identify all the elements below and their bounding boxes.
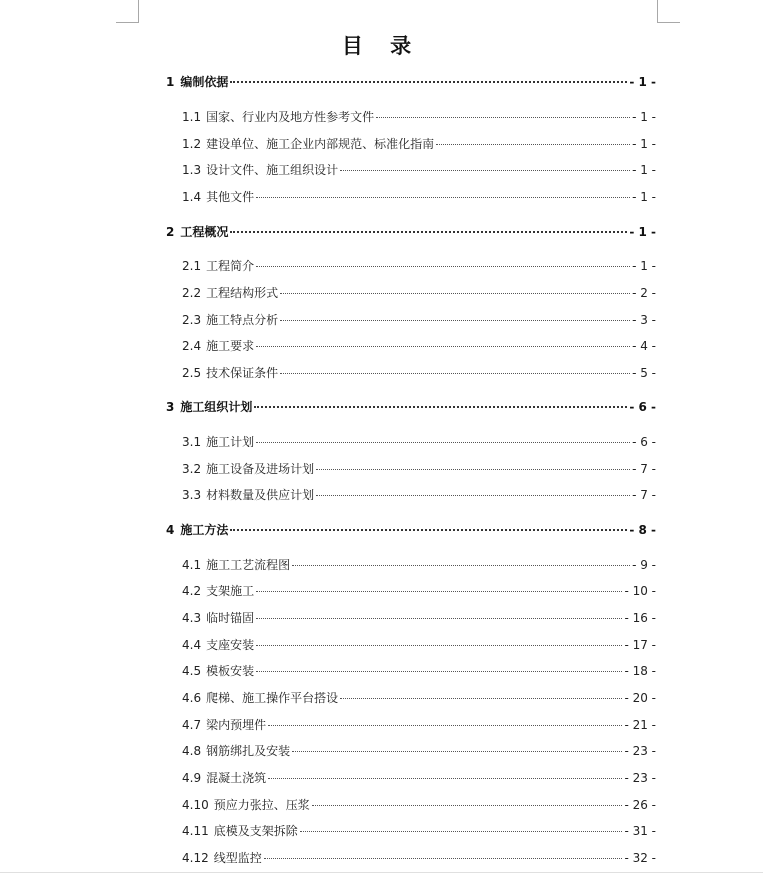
toc-entry-page-number: - 1 - [632,137,656,151]
toc-subsection-entry[interactable] [182,797,656,813]
toc-entry-page-number: - 18 - [624,664,656,678]
toc-dot-leader [256,671,622,672]
toc-entry-label: 技术保证条件 [206,366,279,380]
toc-entry-number: 3.1 [182,435,202,449]
toc-section-entry[interactable] [166,399,656,415]
toc-entry-number: 1.1 [182,110,202,124]
toc-title: 目 录 [341,34,422,58]
toc-dot-leader [268,778,622,779]
toc-dot-leader [230,81,627,83]
toc-dot-leader [280,293,630,294]
toc-entry-page-number: - 1 - [632,259,656,273]
toc-dot-leader [256,442,630,443]
toc-subsection-entry[interactable] [182,109,656,125]
toc-entry-label: 钢筋绑扎及安装 [206,744,291,758]
toc-entry-page-number: - 1 - [632,163,656,177]
toc-subsection-entry[interactable] [182,461,656,477]
toc-dot-leader [254,406,627,408]
toc-dot-leader [300,831,623,832]
toc-entry-label: 线型监控 [213,851,262,865]
toc-entry-page-number: - 26 - [624,798,656,812]
toc-entry-label: 施工组织计划 [180,400,253,414]
toc-entry-number: 3.3 [182,488,202,502]
toc-entry-page-number: - 17 - [624,638,656,652]
toc-entry-label: 施工计划 [206,435,255,449]
toc-entry-label: 模板安装 [206,664,255,678]
toc-entry-page-number: - 3 - [632,313,656,327]
toc-dot-leader [280,373,630,374]
toc-section-entry[interactable] [166,522,656,538]
toc-entry-number: 1.3 [182,163,202,177]
toc-subsection-entry[interactable] [182,285,656,301]
toc-subsection-entry[interactable] [182,850,656,866]
toc-dot-leader [230,529,627,531]
toc-entry-page-number: - 1 - [632,110,656,124]
toc-entry-number: 4.12 [182,851,209,865]
toc-entry-number: 4.8 [182,744,202,758]
toc-entry-label: 工程概况 [180,225,229,239]
toc-entry-label: 底模及支架拆除 [213,824,298,838]
toc-subsection-entry[interactable] [182,365,656,381]
toc-entry-number: 4.1 [182,558,202,572]
toc-entry-label: 材料数量及供应计划 [206,488,315,502]
toc-entry-number: 4.3 [182,611,202,625]
toc-entry-number: 4.2 [182,584,202,598]
toc-subsection-entry[interactable] [182,258,656,274]
toc-dot-leader [256,591,622,592]
toc-entry-page-number: - 16 - [624,611,656,625]
toc-entry-number: 4.5 [182,664,202,678]
toc-entry-number: 3 [166,400,175,414]
toc-entry-page-number: - 21 - [624,718,656,732]
toc-entry-label: 支架施工 [206,584,255,598]
toc-subsection-entry[interactable] [182,583,656,599]
toc-entry-page-number: - 32 - [624,851,656,865]
toc-entry-label: 支座安装 [206,638,255,652]
toc-dot-leader [316,469,630,470]
toc-subsection-entry[interactable] [182,823,656,839]
toc-section-entry[interactable] [166,224,656,240]
toc-entry-number: 2.5 [182,366,202,380]
toc-dot-leader [316,495,630,496]
toc-dot-leader [376,117,630,118]
toc-entry-page-number: - 7 - [632,488,656,502]
toc-dot-leader [340,698,622,699]
toc-subsection-entry[interactable] [182,743,656,759]
toc-entry-number: 2 [166,225,175,239]
toc-entry-number: 4.6 [182,691,202,705]
toc-entry-number: 2.1 [182,259,202,273]
toc-entry-label: 工程结构形式 [206,286,279,300]
toc-entry-page-number: - 9 - [632,558,656,572]
toc-entry-label: 设计文件、施工组织设计 [206,163,339,177]
toc-entry-page-number: - 31 - [624,824,656,838]
toc-dot-leader [312,805,623,806]
toc-subsection-entry[interactable] [182,717,656,733]
toc-entry-number: 2.4 [182,339,202,353]
toc-entry-page-number: - 23 - [624,771,656,785]
toc-entry-label: 国家、行业内及地方性参考文件 [206,110,375,124]
toc-entry-page-number: - 4 - [632,339,656,353]
toc-entry-label: 编制依据 [180,75,229,89]
toc-entry-number: 4.7 [182,718,202,732]
toc-entry-page-number: - 1 - [632,190,656,204]
toc-entry-label: 施工要求 [206,339,255,353]
toc-subsection-entry[interactable] [182,312,656,328]
toc-entry-label: 其他文件 [206,190,255,204]
toc-entry-number: 4.11 [182,824,209,838]
toc-dot-leader [256,618,622,619]
toc-section-entry[interactable] [166,74,656,90]
toc-entry-page-number: - 1 - [629,225,656,239]
toc-dot-leader [256,266,630,267]
toc-subsection-entry[interactable] [182,557,656,573]
toc-entry-label: 施工特点分析 [206,313,279,327]
toc-dot-leader [268,725,622,726]
toc-entry-page-number: - 7 - [632,462,656,476]
toc-dot-leader [340,170,630,171]
toc-dot-leader [256,346,630,347]
toc-entry-label: 施工设备及进场计划 [206,462,315,476]
toc-dot-leader [292,565,630,566]
toc-entry-page-number: - 6 - [632,435,656,449]
toc-subsection-entry[interactable] [182,690,656,706]
toc-dot-leader [256,645,622,646]
toc-entry-label: 预应力张拉、压浆 [213,798,310,812]
toc-subsection-entry[interactable] [182,434,656,450]
toc-entry-number: 2.2 [182,286,202,300]
toc-subsection-entry[interactable] [182,487,656,503]
toc-subsection-entry[interactable] [182,663,656,679]
toc-subsection-entry[interactable] [182,770,656,786]
toc-entry-label: 施工工艺流程图 [206,558,291,572]
toc-subsection-entry[interactable] [182,610,656,626]
toc-dot-leader [256,197,630,198]
toc-subsection-entry[interactable] [182,338,656,354]
toc-entry-label: 临时锚固 [206,611,255,625]
toc-entry-page-number: - 2 - [632,286,656,300]
toc-dot-leader [230,231,627,233]
toc-entry-number: 3.2 [182,462,202,476]
toc-entry-label: 工程简介 [206,259,255,273]
toc-entry-label: 混凝土浇筑 [206,771,267,785]
toc-entry-number: 1.2 [182,137,202,151]
toc-entry-number: 1.4 [182,190,202,204]
toc-dot-leader [436,144,630,145]
toc-dot-leader [264,858,623,859]
toc-entry-number: 4.4 [182,638,202,652]
toc-entry-page-number: - 20 - [624,691,656,705]
toc-entry-number: 4 [166,523,175,537]
toc-entry-label: 建设单位、施工企业内部规范、标准化指南 [206,137,435,151]
toc-entry-page-number: - 5 - [632,366,656,380]
toc-dot-leader [292,751,622,752]
toc-entry-label: 爬梯、施工操作平台搭设 [206,691,339,705]
toc-entry-number: 4.9 [182,771,202,785]
toc-dot-leader [280,320,630,321]
toc-entry-page-number: - 23 - [624,744,656,758]
page-bottom-edge [0,872,763,873]
toc-entry-page-number: - 6 - [629,400,656,414]
toc-entry-page-number: - 1 - [629,75,656,89]
toc-entry-page-number: - 10 - [624,584,656,598]
toc-entry-number: 4.10 [182,798,209,812]
toc-subsection-entry[interactable] [182,136,656,152]
toc-subsection-entry[interactable] [182,189,656,205]
toc-entry-label: 梁内预埋件 [206,718,267,732]
toc-subsection-entry[interactable] [182,162,656,178]
toc-entry-number: 1 [166,75,175,89]
toc-entry-number: 2.3 [182,313,202,327]
toc-subsection-entry[interactable] [182,637,656,653]
toc-entry-page-number: - 8 - [629,523,656,537]
toc-entry-label: 施工方法 [180,523,229,537]
